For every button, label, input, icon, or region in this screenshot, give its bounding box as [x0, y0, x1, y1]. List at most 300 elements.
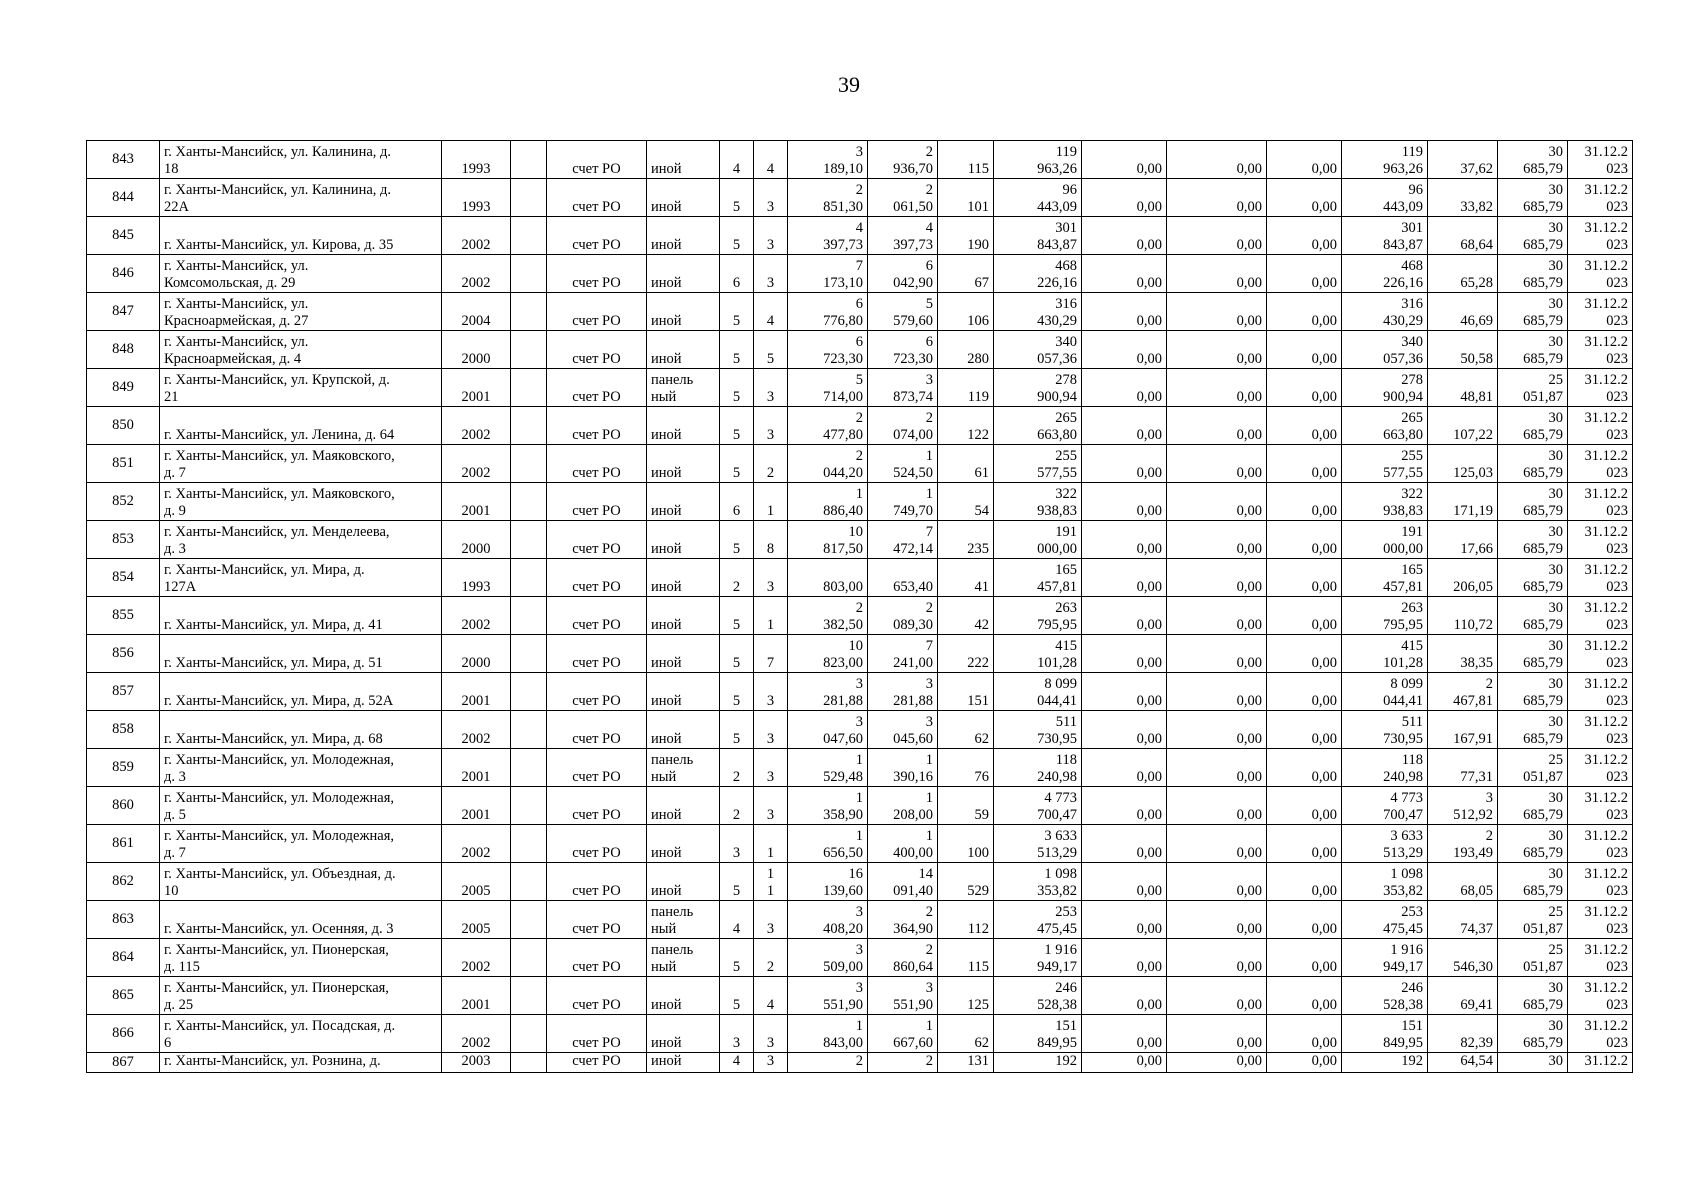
cell-local-funds: 0,00: [1267, 1015, 1342, 1053]
cell-regional-funds: 0,00: [1167, 977, 1267, 1015]
cell-empty-col: [511, 749, 547, 787]
cell-residents: 62: [938, 1015, 994, 1053]
cell-completion-date: 31.12.2 023: [1568, 293, 1633, 331]
cell-total-area: 2 044,20: [788, 445, 868, 483]
cell-living-area: 14 091,40: [868, 863, 938, 901]
cell-entrances: 3: [754, 559, 788, 597]
cell-limit-cost: 30 685,79: [1498, 711, 1568, 749]
cell-residents: 235: [938, 521, 994, 559]
cell-wall-material: панель ный: [647, 369, 720, 407]
cell-local-funds: 0,00: [1267, 673, 1342, 711]
cell-entrances: 3: [754, 369, 788, 407]
cell-wall-material: иной: [647, 445, 720, 483]
cell-wall-material: иной: [647, 1015, 720, 1053]
cell-limit-cost: 30 685,79: [1498, 635, 1568, 673]
cell-completion-date: 31.12.2 023: [1568, 825, 1633, 863]
cell-address: г. Ханты-Мансийск, ул. Молодежная, д. 5: [160, 787, 442, 825]
cell-regional-funds: 0,00: [1167, 1015, 1267, 1053]
cell-wall-material: иной: [647, 293, 720, 331]
cell-living-area: 6 042,90: [868, 255, 938, 293]
cell-completion-date: 31.12.2 023: [1568, 597, 1633, 635]
table-row: [87, 749, 1633, 787]
cell-year: 2005: [442, 863, 511, 901]
cell-cost-per-sqm: 46,69: [1428, 293, 1498, 331]
cell-year: 2004: [442, 293, 511, 331]
cell-owner-funds: 322 938,83: [1342, 483, 1428, 521]
cell-limit-cost: 30 685,79: [1498, 293, 1568, 331]
cell-year: 1993: [442, 559, 511, 597]
cell-entrances: 7: [754, 635, 788, 673]
cell-account-type: счет РО: [547, 901, 647, 939]
cell-total-cost: 119 963,26: [994, 141, 1082, 179]
cell-account-type: счет РО: [547, 673, 647, 711]
cell-living-area: 653,40: [868, 559, 938, 597]
cell-local-funds: 0,00: [1267, 1053, 1342, 1073]
cell-total-cost: 301 843,87: [994, 217, 1082, 255]
cell-address: г. Ханты-Мансийск, ул. Молодежная, д. 3: [160, 749, 442, 787]
cell-federal-funds: 0,00: [1082, 217, 1167, 255]
cell-cost-per-sqm: 546,30: [1428, 939, 1498, 977]
cell-cost-per-sqm: 68,64: [1428, 217, 1498, 255]
cell-owner-funds: 253 475,45: [1342, 901, 1428, 939]
cell-limit-cost: 30 685,79: [1498, 825, 1568, 863]
cell-floors: 6: [720, 483, 754, 521]
cell-cost-per-sqm: 125,03: [1428, 445, 1498, 483]
table-row: [87, 863, 1633, 901]
cell-account-type: счет РО: [547, 255, 647, 293]
cell-limit-cost: 30 685,79: [1498, 483, 1568, 521]
cell-total-cost: 1 098 353,82: [994, 863, 1082, 901]
cell-local-funds: 0,00: [1267, 407, 1342, 445]
cell-owner-funds: 246 528,38: [1342, 977, 1428, 1015]
cell-residents: 59: [938, 787, 994, 825]
cell-local-funds: 0,00: [1267, 521, 1342, 559]
cell-entrances: 2: [754, 939, 788, 977]
cell-completion-date: 31.12.2 023: [1568, 673, 1633, 711]
cell-total-cost: 255 577,55: [994, 445, 1082, 483]
cell-total-area: 3 408,20: [788, 901, 868, 939]
cell-entrances: 3: [754, 787, 788, 825]
cell-total-cost: 263 795,95: [994, 597, 1082, 635]
cell-living-area: 1 390,16: [868, 749, 938, 787]
cell-completion-date: 31.12.2 023: [1568, 521, 1633, 559]
cell-local-funds: 0,00: [1267, 711, 1342, 749]
cell-account-type: счет РО: [547, 863, 647, 901]
cell-year: 2002: [442, 1015, 511, 1053]
cell-row-number: 855: [87, 597, 160, 635]
cell-residents: 42: [938, 597, 994, 635]
cell-regional-funds: 0,00: [1167, 369, 1267, 407]
cell-local-funds: 0,00: [1267, 635, 1342, 673]
cell-federal-funds: 0,00: [1082, 749, 1167, 787]
cell-account-type: счет РО: [547, 559, 647, 597]
cell-regional-funds: 0,00: [1167, 863, 1267, 901]
cell-living-area: 3 551,90: [868, 977, 938, 1015]
cell-row-number: 857: [87, 673, 160, 711]
cell-total-cost: 191 000,00: [994, 521, 1082, 559]
table-row: [87, 141, 1633, 179]
table-row: [87, 597, 1633, 635]
cell-total-cost: 322 938,83: [994, 483, 1082, 521]
cell-year: 2001: [442, 977, 511, 1015]
table-row: [87, 711, 1633, 749]
cell-address: г. Ханты-Мансийск, ул. Посадская, д. 6: [160, 1015, 442, 1053]
cell-year: 1993: [442, 179, 511, 217]
cell-empty-col: [511, 635, 547, 673]
cell-residents: 62: [938, 711, 994, 749]
cell-account-type: счет РО: [547, 939, 647, 977]
cell-living-area: 2: [868, 1053, 938, 1073]
cell-account-type: счет РО: [547, 179, 647, 217]
cell-completion-date: 31.12.2 023: [1568, 369, 1633, 407]
cell-residents: 125: [938, 977, 994, 1015]
cell-owner-funds: 1 098 353,82: [1342, 863, 1428, 901]
cell-entrances: 3: [754, 901, 788, 939]
cell-cost-per-sqm: 17,66: [1428, 521, 1498, 559]
cell-entrances: 1: [754, 825, 788, 863]
cell-limit-cost: 25 051,87: [1498, 939, 1568, 977]
cell-regional-funds: 0,00: [1167, 559, 1267, 597]
cell-cost-per-sqm: 50,58: [1428, 331, 1498, 369]
cell-federal-funds: 0,00: [1082, 711, 1167, 749]
cell-account-type: счет РО: [547, 825, 647, 863]
table-row: [87, 559, 1633, 597]
cell-local-funds: 0,00: [1267, 559, 1342, 597]
cell-wall-material: панель ный: [647, 939, 720, 977]
cell-empty-col: [511, 331, 547, 369]
cell-wall-material: иной: [647, 407, 720, 445]
cell-row-number: 866: [87, 1015, 160, 1053]
cell-regional-funds: 0,00: [1167, 407, 1267, 445]
cell-address: г. Ханты-Мансийск, ул. Крупской, д. 21: [160, 369, 442, 407]
cell-address: г. Ханты-Мансийск, ул. Комсомольская, д. 29: [160, 255, 442, 293]
table-row: [87, 445, 1633, 483]
cell-empty-col: [511, 521, 547, 559]
cell-regional-funds: 0,00: [1167, 939, 1267, 977]
cell-address: г. Ханты-Мансийск, ул. Пионерская, д. 115: [160, 939, 442, 977]
cell-floors: 4: [720, 1053, 754, 1073]
cell-empty-col: [511, 407, 547, 445]
cell-address: г. Ханты-Мансийск, ул. Пионерская, д. 25: [160, 977, 442, 1015]
cell-floors: 5: [720, 711, 754, 749]
table-row: [87, 673, 1633, 711]
cell-residents: 106: [938, 293, 994, 331]
cell-residents: 131: [938, 1053, 994, 1073]
cell-row-number: 852: [87, 483, 160, 521]
cell-cost-per-sqm: 68,05: [1428, 863, 1498, 901]
cell-account-type: счет РО: [547, 1053, 647, 1073]
cell-living-area: 1 400,00: [868, 825, 938, 863]
cell-empty-col: [511, 141, 547, 179]
cell-floors: 5: [720, 331, 754, 369]
cell-limit-cost: 30 685,79: [1498, 673, 1568, 711]
cell-residents: 115: [938, 141, 994, 179]
cell-entrances: 5: [754, 331, 788, 369]
cell-account-type: счет РО: [547, 483, 647, 521]
cell-entrances: 1: [754, 483, 788, 521]
cell-local-funds: 0,00: [1267, 597, 1342, 635]
cell-completion-date: 31.12.2 023: [1568, 901, 1633, 939]
cell-completion-date: 31.12.2 023: [1568, 217, 1633, 255]
cell-limit-cost: 25 051,87: [1498, 369, 1568, 407]
cell-row-number: 850: [87, 407, 160, 445]
cell-total-area: 16 139,60: [788, 863, 868, 901]
cell-total-area: 2 477,80: [788, 407, 868, 445]
cell-address: г. Ханты-Мансийск, ул. Кирова, д. 35: [160, 217, 442, 255]
cell-residents: 115: [938, 939, 994, 977]
cell-address: г. Ханты-Мансийск, ул. Мира, д. 51: [160, 635, 442, 673]
cell-federal-funds: 0,00: [1082, 1015, 1167, 1053]
cell-local-funds: 0,00: [1267, 825, 1342, 863]
cell-regional-funds: 0,00: [1167, 179, 1267, 217]
cell-floors: 5: [720, 863, 754, 901]
cell-regional-funds: 0,00: [1167, 217, 1267, 255]
cell-floors: 5: [720, 635, 754, 673]
cell-completion-date: 31.12.2 023: [1568, 331, 1633, 369]
cell-year: 2001: [442, 749, 511, 787]
cell-wall-material: иной: [647, 1053, 720, 1073]
cell-living-area: 6 723,30: [868, 331, 938, 369]
cell-completion-date: 31.12.2 023: [1568, 635, 1633, 673]
cell-living-area: 4 397,73: [868, 217, 938, 255]
cell-year: 2001: [442, 369, 511, 407]
table-row: [87, 217, 1633, 255]
cell-limit-cost: 30 685,79: [1498, 787, 1568, 825]
cell-year: 2000: [442, 635, 511, 673]
cell-entrances: 1: [754, 597, 788, 635]
cell-empty-col: [511, 863, 547, 901]
cell-completion-date: 31.12.2 023: [1568, 255, 1633, 293]
cell-federal-funds: 0,00: [1082, 369, 1167, 407]
cell-completion-date: 31.12.2 023: [1568, 179, 1633, 217]
cell-completion-date: 31.12.2 023: [1568, 483, 1633, 521]
cell-federal-funds: 0,00: [1082, 939, 1167, 977]
cell-regional-funds: 0,00: [1167, 521, 1267, 559]
cell-total-area: 3 551,90: [788, 977, 868, 1015]
cell-local-funds: 0,00: [1267, 255, 1342, 293]
cell-row-number: 860: [87, 787, 160, 825]
cell-row-number: 844: [87, 179, 160, 217]
cell-owner-funds: 192: [1342, 1053, 1428, 1073]
cell-wall-material: иной: [647, 825, 720, 863]
cell-federal-funds: 0,00: [1082, 863, 1167, 901]
cell-row-number: 856: [87, 635, 160, 673]
cell-residents: 41: [938, 559, 994, 597]
cell-federal-funds: 0,00: [1082, 141, 1167, 179]
cell-total-area: 2: [788, 1053, 868, 1073]
cell-row-number: 861: [87, 825, 160, 863]
cell-empty-col: [511, 369, 547, 407]
cell-total-cost: 4 773 700,47: [994, 787, 1082, 825]
cell-local-funds: 0,00: [1267, 749, 1342, 787]
cell-total-cost: 165 457,81: [994, 559, 1082, 597]
cell-local-funds: 0,00: [1267, 445, 1342, 483]
cell-account-type: счет РО: [547, 977, 647, 1015]
cell-year: 2003: [442, 1053, 511, 1073]
cell-account-type: счет РО: [547, 1015, 647, 1053]
cell-wall-material: иной: [647, 559, 720, 597]
cell-floors: 6: [720, 255, 754, 293]
cell-row-number: 862: [87, 863, 160, 901]
cell-floors: 5: [720, 445, 754, 483]
cell-regional-funds: 0,00: [1167, 445, 1267, 483]
cell-cost-per-sqm: 74,37: [1428, 901, 1498, 939]
cell-total-cost: 3 633 513,29: [994, 825, 1082, 863]
cell-year: 2005: [442, 901, 511, 939]
cell-wall-material: иной: [647, 863, 720, 901]
cell-local-funds: 0,00: [1267, 217, 1342, 255]
cell-total-area: 3 189,10: [788, 141, 868, 179]
cell-account-type: счет РО: [547, 293, 647, 331]
cell-row-number: 854: [87, 559, 160, 597]
cell-owner-funds: 96 443,09: [1342, 179, 1428, 217]
table-row: [87, 521, 1633, 559]
cell-wall-material: иной: [647, 255, 720, 293]
cell-total-cost: 1 916 949,17: [994, 939, 1082, 977]
cell-wall-material: иной: [647, 787, 720, 825]
cell-empty-col: [511, 1053, 547, 1073]
cell-account-type: счет РО: [547, 445, 647, 483]
cell-entrances: 2: [754, 445, 788, 483]
cell-regional-funds: 0,00: [1167, 1053, 1267, 1073]
cell-empty-col: [511, 597, 547, 635]
cell-completion-date: 31.12.2 023: [1568, 939, 1633, 977]
cell-row-number: 863: [87, 901, 160, 939]
cell-row-number: 847: [87, 293, 160, 331]
cell-year: 2002: [442, 255, 511, 293]
cell-limit-cost: 25 051,87: [1498, 749, 1568, 787]
cell-entrances: 4: [754, 141, 788, 179]
cell-residents: 122: [938, 407, 994, 445]
cell-wall-material: иной: [647, 597, 720, 635]
cell-residents: 151: [938, 673, 994, 711]
cell-federal-funds: 0,00: [1082, 445, 1167, 483]
cell-living-area: 2 936,70: [868, 141, 938, 179]
cell-owner-funds: 119 963,26: [1342, 141, 1428, 179]
cell-limit-cost: 30 685,79: [1498, 255, 1568, 293]
cell-living-area: 3 873,74: [868, 369, 938, 407]
table-row: [87, 369, 1633, 407]
cell-year: 2002: [442, 217, 511, 255]
cell-federal-funds: 0,00: [1082, 635, 1167, 673]
cell-empty-col: [511, 255, 547, 293]
cell-row-number: 848: [87, 331, 160, 369]
table-row: [87, 1053, 1633, 1073]
cell-completion-date: 31.12.2 023: [1568, 407, 1633, 445]
cell-local-funds: 0,00: [1267, 977, 1342, 1015]
cell-owner-funds: 415 101,28: [1342, 635, 1428, 673]
cell-address: г. Ханты-Мансийск, ул. Маяковского, д. 9: [160, 483, 442, 521]
cell-total-area: 1 843,00: [788, 1015, 868, 1053]
table-row: [87, 939, 1633, 977]
cell-empty-col: [511, 179, 547, 217]
cell-limit-cost: 30 685,79: [1498, 559, 1568, 597]
cell-living-area: 3 281,88: [868, 673, 938, 711]
cell-regional-funds: 0,00: [1167, 483, 1267, 521]
cell-cost-per-sqm: 206,05: [1428, 559, 1498, 597]
cell-address: г. Ханты-Мансийск, ул. Красноармейская, д. 4: [160, 331, 442, 369]
cell-residents: 222: [938, 635, 994, 673]
cell-total-cost: 118 240,98: [994, 749, 1082, 787]
cell-total-area: 10 817,50: [788, 521, 868, 559]
cell-federal-funds: 0,00: [1082, 179, 1167, 217]
cell-address: г. Ханты-Мансийск, ул. Объездная, д. 10: [160, 863, 442, 901]
cell-empty-col: [511, 825, 547, 863]
cell-row-number: 851: [87, 445, 160, 483]
cell-empty-col: [511, 559, 547, 597]
cell-account-type: счет РО: [547, 521, 647, 559]
cell-federal-funds: 0,00: [1082, 483, 1167, 521]
cell-wall-material: иной: [647, 977, 720, 1015]
cell-residents: 76: [938, 749, 994, 787]
cell-year: 2001: [442, 787, 511, 825]
cell-year: 2002: [442, 445, 511, 483]
cell-wall-material: иной: [647, 483, 720, 521]
cell-account-type: счет РО: [547, 141, 647, 179]
cell-total-cost: 278 900,94: [994, 369, 1082, 407]
cell-entrances: 3: [754, 179, 788, 217]
cell-entrances: 3: [754, 1053, 788, 1073]
cell-regional-funds: 0,00: [1167, 255, 1267, 293]
cell-cost-per-sqm: 33,82: [1428, 179, 1498, 217]
cell-total-area: 3 509,00: [788, 939, 868, 977]
cell-limit-cost: 30 685,79: [1498, 179, 1568, 217]
cell-owner-funds: 3 633 513,29: [1342, 825, 1428, 863]
cell-wall-material: иной: [647, 521, 720, 559]
cell-row-number: 849: [87, 369, 160, 407]
table-row: [87, 293, 1633, 331]
cell-owner-funds: 8 099 044,41: [1342, 673, 1428, 711]
cell-total-area: 3 047,60: [788, 711, 868, 749]
cell-year: 2002: [442, 711, 511, 749]
cell-cost-per-sqm: 77,31: [1428, 749, 1498, 787]
cell-total-area: 803,00: [788, 559, 868, 597]
cell-floors: 5: [720, 179, 754, 217]
cell-federal-funds: 0,00: [1082, 559, 1167, 597]
cell-floors: 4: [720, 901, 754, 939]
cell-entrances: 3: [754, 407, 788, 445]
cell-row-number: 845: [87, 217, 160, 255]
cell-living-area: 2 074,00: [868, 407, 938, 445]
cell-address: г. Ханты-Мансийск, ул. Красноармейская, д. 27: [160, 293, 442, 331]
cell-owner-funds: 165 457,81: [1342, 559, 1428, 597]
cell-owner-funds: 278 900,94: [1342, 369, 1428, 407]
cell-owner-funds: 468 226,16: [1342, 255, 1428, 293]
cell-cost-per-sqm: 82,39: [1428, 1015, 1498, 1053]
cell-completion-date: 31.12.2: [1568, 1053, 1633, 1073]
cell-entrances: 3: [754, 749, 788, 787]
table-row: [87, 1015, 1633, 1053]
cell-empty-col: [511, 787, 547, 825]
cell-cost-per-sqm: 167,91: [1428, 711, 1498, 749]
cell-total-cost: 96 443,09: [994, 179, 1082, 217]
cell-residents: 67: [938, 255, 994, 293]
cell-total-area: 1 886,40: [788, 483, 868, 521]
cell-entrances: 3: [754, 1015, 788, 1053]
cell-wall-material: иной: [647, 635, 720, 673]
cell-empty-col: [511, 293, 547, 331]
cell-wall-material: иной: [647, 331, 720, 369]
cell-living-area: 2 860,64: [868, 939, 938, 977]
cell-floors: 2: [720, 559, 754, 597]
cell-total-area: 1 358,90: [788, 787, 868, 825]
cell-floors: 5: [720, 597, 754, 635]
cell-regional-funds: 0,00: [1167, 597, 1267, 635]
cell-completion-date: 31.12.2 023: [1568, 749, 1633, 787]
cell-floors: 5: [720, 521, 754, 559]
cell-federal-funds: 0,00: [1082, 977, 1167, 1015]
table-row: [87, 977, 1633, 1015]
